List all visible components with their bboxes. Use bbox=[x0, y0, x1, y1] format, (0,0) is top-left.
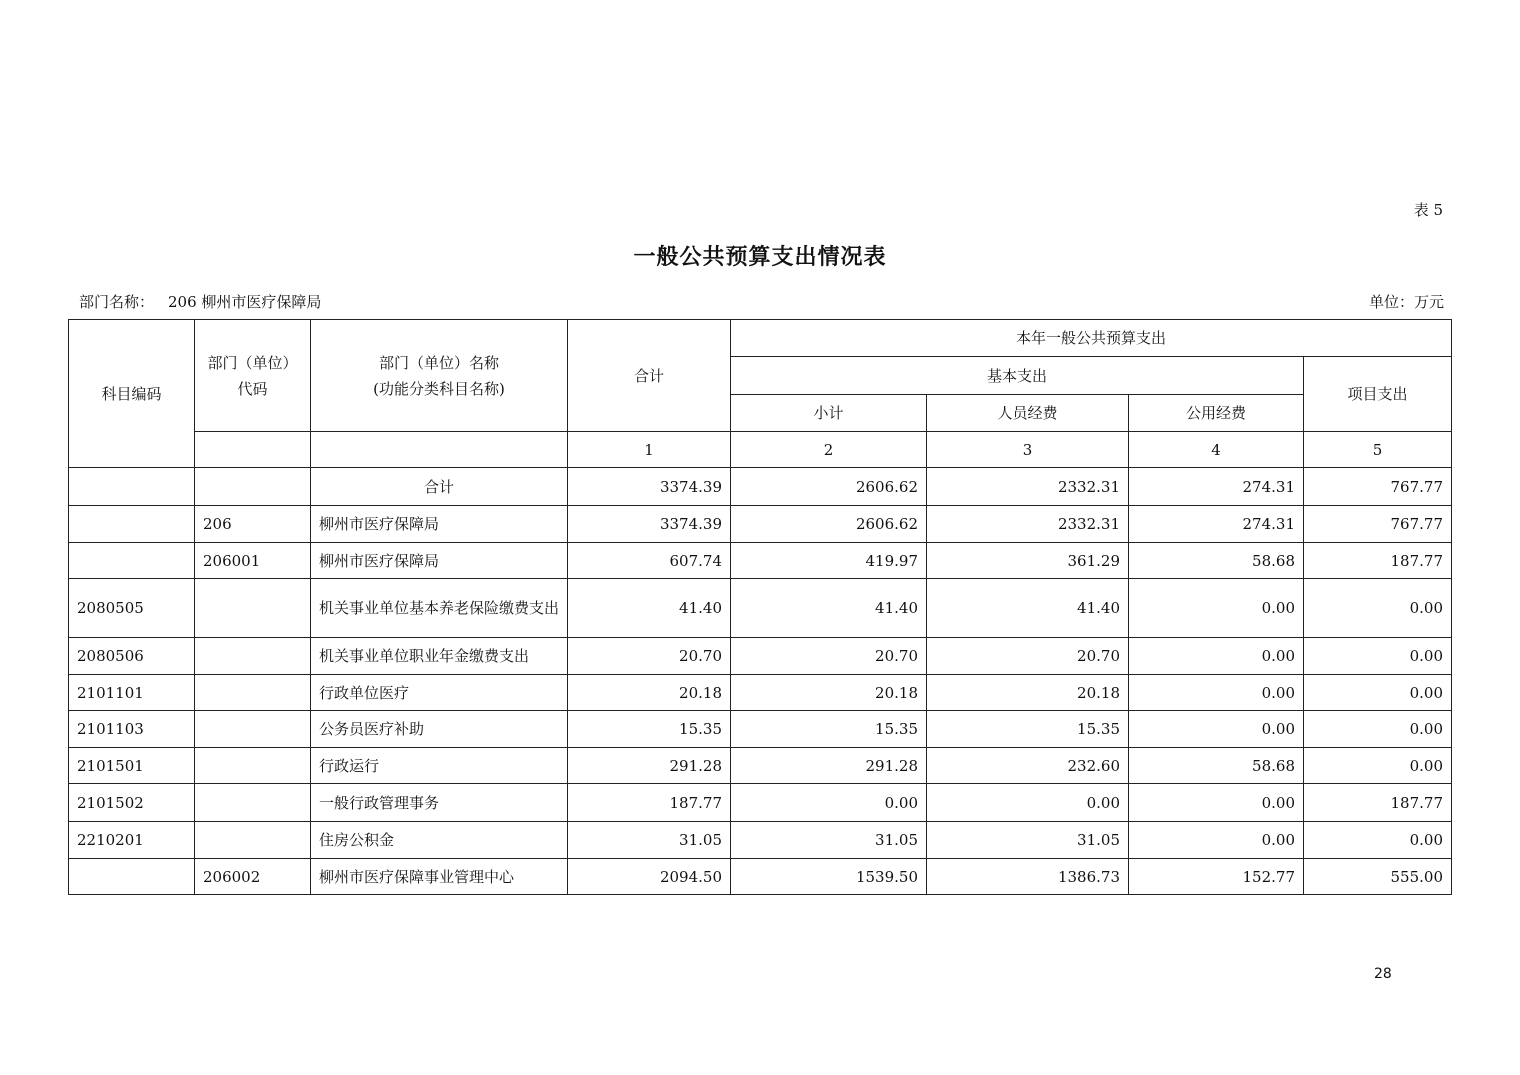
cell-subtotal: 419.97 bbox=[731, 543, 927, 579]
header-col-5: 5 bbox=[1304, 432, 1452, 468]
department-value: 206 柳州市医疗保障局 bbox=[168, 293, 322, 311]
header-number-row bbox=[69, 432, 1452, 468]
cell-subtotal: 20.70 bbox=[731, 638, 927, 675]
cell-code: 2101502 bbox=[69, 784, 195, 822]
cell-name: 公务员医疗补助 bbox=[311, 711, 568, 748]
cell-code bbox=[69, 468, 195, 506]
cell-code bbox=[69, 543, 195, 579]
cell-dept-code: 206002 bbox=[195, 859, 311, 895]
table-row bbox=[69, 579, 1452, 638]
cell-dept-code: 206 bbox=[195, 506, 311, 543]
header-dept-code bbox=[195, 320, 311, 432]
header-col-4: 4 bbox=[1129, 432, 1304, 468]
cell-personnel: 2332.31 bbox=[927, 506, 1129, 543]
cell-name: 机关事业单位职业年金缴费支出 bbox=[311, 638, 568, 675]
cell-subtotal: 0.00 bbox=[731, 784, 927, 822]
cell-name: 住房公积金 bbox=[311, 822, 568, 859]
cell-name: 柳州市医疗保障局 bbox=[311, 543, 568, 579]
cell-project: 0.00 bbox=[1304, 675, 1452, 711]
header-basic: 基本支出 bbox=[731, 357, 1304, 395]
cell-dept-code bbox=[195, 468, 311, 506]
cell-name: 行政单位医疗 bbox=[311, 675, 568, 711]
cell-name: 柳州市医疗保障事业管理中心 bbox=[311, 859, 568, 895]
header-col-2: 2 bbox=[731, 432, 927, 468]
cell-code bbox=[69, 506, 195, 543]
cell-public: 274.31 bbox=[1129, 468, 1304, 506]
header-total: 合计 bbox=[568, 320, 731, 432]
cell-project: 0.00 bbox=[1304, 748, 1452, 784]
cell-subtotal: 1539.50 bbox=[731, 859, 927, 895]
page-number: 28 bbox=[1374, 966, 1392, 982]
header-subtotal: 小计 bbox=[731, 395, 927, 432]
cell-dept-code bbox=[195, 748, 311, 784]
cell-public: 58.68 bbox=[1129, 748, 1304, 784]
cell-dept-code bbox=[195, 822, 311, 859]
cell-personnel: 1386.73 bbox=[927, 859, 1129, 895]
cell-project: 555.00 bbox=[1304, 859, 1452, 895]
cell-public: 0.00 bbox=[1129, 675, 1304, 711]
cell-name: 合计 bbox=[311, 468, 568, 506]
cell-public: 0.00 bbox=[1129, 711, 1304, 748]
table-row bbox=[69, 506, 1452, 543]
header-col-1: 1 bbox=[568, 432, 731, 468]
cell-public: 0.00 bbox=[1129, 579, 1304, 638]
cell-personnel: 20.70 bbox=[927, 638, 1129, 675]
cell-code: 2080505 bbox=[69, 579, 195, 638]
cell-personnel: 20.18 bbox=[927, 675, 1129, 711]
header-col-3: 3 bbox=[927, 432, 1129, 468]
page-title: 一般公共预算支出情况表 bbox=[633, 244, 887, 270]
cell-dept-code bbox=[195, 579, 311, 638]
cell-personnel: 2332.31 bbox=[927, 468, 1129, 506]
cell-personnel: 15.35 bbox=[927, 711, 1129, 748]
cell-subtotal: 2606.62 bbox=[731, 468, 927, 506]
cell-project: 0.00 bbox=[1304, 822, 1452, 859]
header-dept-name-blank bbox=[311, 432, 568, 468]
cell-total: 607.74 bbox=[568, 543, 731, 579]
cell-name: 柳州市医疗保障局 bbox=[311, 506, 568, 543]
cell-total: 15.35 bbox=[568, 711, 731, 748]
cell-project: 187.77 bbox=[1304, 543, 1452, 579]
cell-public: 58.68 bbox=[1129, 543, 1304, 579]
cell-subtotal: 15.35 bbox=[731, 711, 927, 748]
header-dept-code-line1: 部门（单位） bbox=[207, 353, 298, 372]
cell-code: 2101501 bbox=[69, 748, 195, 784]
cell-total: 41.40 bbox=[568, 579, 731, 638]
cell-code: 2210201 bbox=[69, 822, 195, 859]
table-row bbox=[69, 748, 1452, 784]
cell-dept-code bbox=[195, 711, 311, 748]
cell-total: 2094.50 bbox=[568, 859, 731, 895]
cell-subtotal: 2606.62 bbox=[731, 506, 927, 543]
header-project: 项目支出 bbox=[1304, 357, 1452, 432]
cell-total: 291.28 bbox=[568, 748, 731, 784]
cell-subtotal: 20.18 bbox=[731, 675, 927, 711]
cell-project: 187.77 bbox=[1304, 784, 1452, 822]
cell-code: 2080506 bbox=[69, 638, 195, 675]
cell-total: 3374.39 bbox=[568, 468, 731, 506]
table-row bbox=[69, 859, 1452, 895]
department-label: 部门名称： bbox=[79, 293, 155, 311]
header-dept-code-line2: 代码 bbox=[237, 379, 268, 398]
cell-total: 20.18 bbox=[568, 675, 731, 711]
cell-code: 2101103 bbox=[69, 711, 195, 748]
header-public: 公用经费 bbox=[1129, 395, 1304, 432]
cell-personnel: 361.29 bbox=[927, 543, 1129, 579]
header-dept-name-line2: (功能分类科目名称) bbox=[373, 379, 505, 398]
cell-total: 187.77 bbox=[568, 784, 731, 822]
cell-personnel: 41.40 bbox=[927, 579, 1129, 638]
table-row bbox=[69, 822, 1452, 859]
header-dept-code-blank bbox=[195, 432, 311, 468]
cell-dept-code bbox=[195, 784, 311, 822]
cell-code bbox=[69, 859, 195, 895]
cell-public: 0.00 bbox=[1129, 638, 1304, 675]
header-code: 科目编码 bbox=[69, 320, 195, 468]
department-info bbox=[79, 291, 321, 312]
cell-public: 152.77 bbox=[1129, 859, 1304, 895]
header-row bbox=[69, 320, 1452, 357]
cell-public: 0.00 bbox=[1129, 822, 1304, 859]
cell-project: 0.00 bbox=[1304, 711, 1452, 748]
cell-subtotal: 41.40 bbox=[731, 579, 927, 638]
cell-dept-code bbox=[195, 638, 311, 675]
cell-project: 767.77 bbox=[1304, 506, 1452, 543]
cell-dept-code bbox=[195, 675, 311, 711]
cell-code: 2101101 bbox=[69, 675, 195, 711]
cell-dept-code: 206001 bbox=[195, 543, 311, 579]
cell-project: 767.77 bbox=[1304, 468, 1452, 506]
cell-total: 20.70 bbox=[568, 638, 731, 675]
table-row bbox=[69, 638, 1452, 675]
cell-name: 一般行政管理事务 bbox=[311, 784, 568, 822]
unit-label: 单位：万元 bbox=[1368, 293, 1444, 311]
cell-subtotal: 31.05 bbox=[731, 822, 927, 859]
cell-name: 机关事业单位基本养老保险缴费支出 bbox=[311, 579, 568, 638]
header-dept-name-line1: 部门（单位）名称 bbox=[378, 353, 499, 372]
cell-personnel: 31.05 bbox=[927, 822, 1129, 859]
cell-personnel: 232.60 bbox=[927, 748, 1129, 784]
cell-project: 0.00 bbox=[1304, 579, 1452, 638]
cell-total: 31.05 bbox=[568, 822, 731, 859]
cell-personnel: 0.00 bbox=[927, 784, 1129, 822]
cell-project: 0.00 bbox=[1304, 638, 1452, 675]
table-row bbox=[69, 711, 1452, 748]
cell-name: 行政运行 bbox=[311, 748, 568, 784]
table-row bbox=[69, 468, 1452, 506]
cell-subtotal: 291.28 bbox=[731, 748, 927, 784]
table-number: 表 5 bbox=[1413, 201, 1443, 219]
header-group: 本年一般公共预算支出 bbox=[731, 320, 1452, 357]
budget-table bbox=[68, 319, 1452, 895]
table-row bbox=[69, 543, 1452, 579]
header-personnel: 人员经费 bbox=[927, 395, 1129, 432]
header-dept-name bbox=[311, 320, 568, 432]
table-row bbox=[69, 675, 1452, 711]
cell-public: 0.00 bbox=[1129, 784, 1304, 822]
cell-total: 3374.39 bbox=[568, 506, 731, 543]
cell-public: 274.31 bbox=[1129, 506, 1304, 543]
table-row bbox=[69, 784, 1452, 822]
